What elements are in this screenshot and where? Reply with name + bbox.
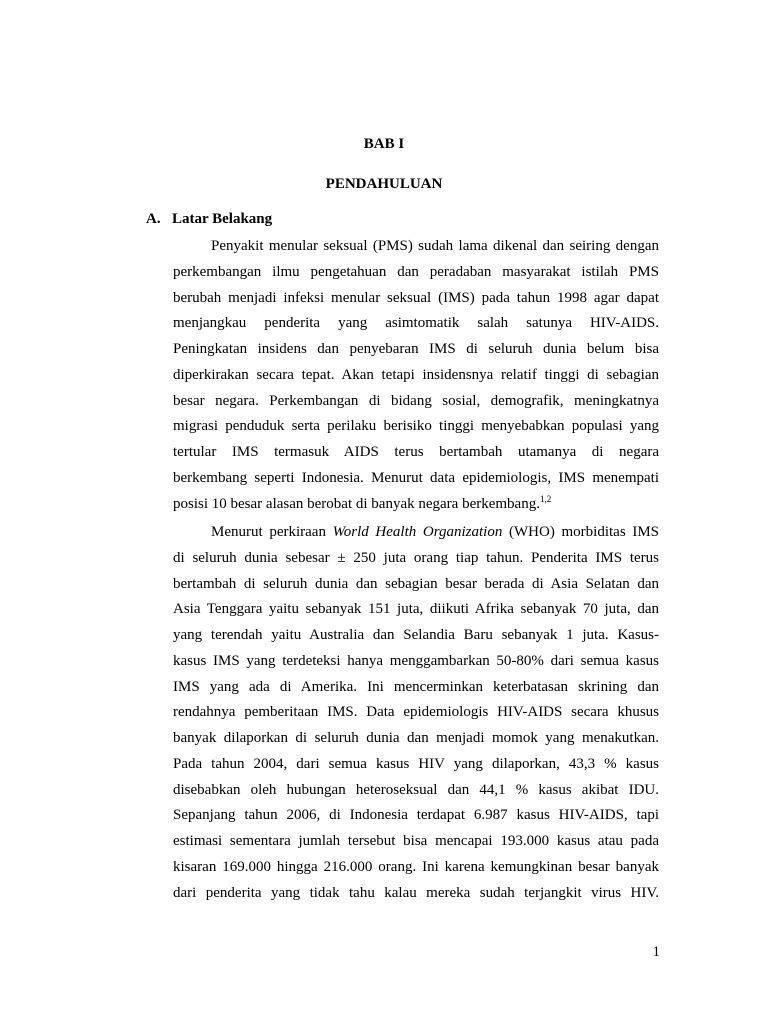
- text-line: Asia Tenggara yaitu sebanyak 151 juta, diikuti Afrika sebanyak 70 juta, dan: [173, 601, 659, 618]
- text-line: perkembangan ilmu pengetahuan dan peradaban masyarakat istilah PMS: [173, 263, 659, 280]
- text-line: disebabkan oleh hubungan heteroseksual dan 44,1 % kasus akibat IDU.: [173, 781, 659, 798]
- text-line-suffix: (WHO) morbiditas IMS: [502, 524, 659, 540]
- text-line: banyak dilaporkan di seluruh dunia dan menjadi momok yang menakutkan.: [173, 730, 659, 746]
- text-line: menjangkau penderita yang asimtomatik salah satunya HIV-AIDS.: [173, 315, 659, 332]
- text-line: bertambah di seluruh dunia dan sebagian besar berada di Asia Selatan dan: [173, 575, 659, 592]
- paragraph-latar-belakang-2: [173, 520, 659, 906]
- text-line: besar negara. Perkembangan di bidang sosial, demografik, meningkatnya: [173, 392, 659, 409]
- text-line: tertular IMS termasuk AIDS terus bertambah utamanya di negara: [173, 444, 659, 460]
- text-line-prefix: Menurut perkiraan: [211, 524, 333, 540]
- text-line: migrasi penduduk serta perilaku berisiko tinggi menyebabkan populasi yang: [173, 418, 659, 435]
- text-line: estimasi sementara jumlah tersebut bisa mencapai 193.000 kasus atau pada: [173, 833, 659, 849]
- page-number: 1: [652, 944, 660, 960]
- text-line: Peningkatan insidens dan penyebaran IMS di seluruh dunia belum bisa: [173, 341, 659, 357]
- text-line: berkembang seperti Indonesia. Menurut data epidemiologis, IMS menempati: [173, 469, 659, 486]
- text-line: IMS yang ada di Amerika. Ini mencerminkan keterbatasan skrining dan: [173, 678, 659, 695]
- section-letter: A.: [146, 211, 161, 227]
- text-line: yang terendah yaitu Australia dan Selandia Baru sebanyak 1 juta. Kasus-: [173, 627, 659, 643]
- text-line: diperkirakan secara tepat. Akan tetapi insidensnya relatif tinggi di sebagian: [173, 366, 659, 383]
- text-line-content: posisi 10 besar alasan berobat di banyak negara berkembang.: [173, 495, 540, 512]
- text-line: Pada tahun 2004, dari semua kasus HIV yang dilaporkan, 43,3 % kasus: [173, 755, 659, 772]
- text-line: kasus IMS yang terdeteksi hanya menggambarkan 50-80% dari semua kasus: [173, 652, 659, 669]
- text-line: rendahnya pemberitaan IMS. Data epidemiologis HIV-AIDS secara khusus: [173, 704, 659, 721]
- text-line: berubah menjadi infeksi menular seksual (IMS) pada tahun 1998 agar dapat: [173, 289, 659, 306]
- section-heading: [146, 211, 272, 228]
- section-title: Latar Belakang: [172, 211, 273, 227]
- text-line: dari penderita yang tidak tahu kalau mereka sudah terjangkit virus HIV.: [173, 884, 659, 901]
- text-line: di seluruh dunia sebesar ± 250 juta orang tiap tahun. Penderita IMS terus: [173, 549, 659, 566]
- text-line: Sepanjang tahun 2006, di Indonesia terdapat 6.987 kasus HIV-AIDS, tapi: [173, 807, 659, 824]
- text-line: [173, 520, 659, 546]
- text-line: kisaran 169.000 hingga 216.000 orang. Ini karena kemungkinan besar banyak: [173, 858, 659, 875]
- paragraph-latar-belakang-1: [173, 234, 659, 517]
- text-line: [173, 492, 659, 518]
- chapter-title: PENDAHULUAN: [325, 176, 443, 192]
- who-name-italic: World Health Organization: [332, 524, 503, 540]
- text-line: Penyakit menular seksual (PMS) sudah lama dikenal dan seiring dengan: [211, 238, 659, 254]
- citation-superscript: 1,2: [539, 493, 552, 504]
- chapter-number: BAB I: [363, 136, 405, 152]
